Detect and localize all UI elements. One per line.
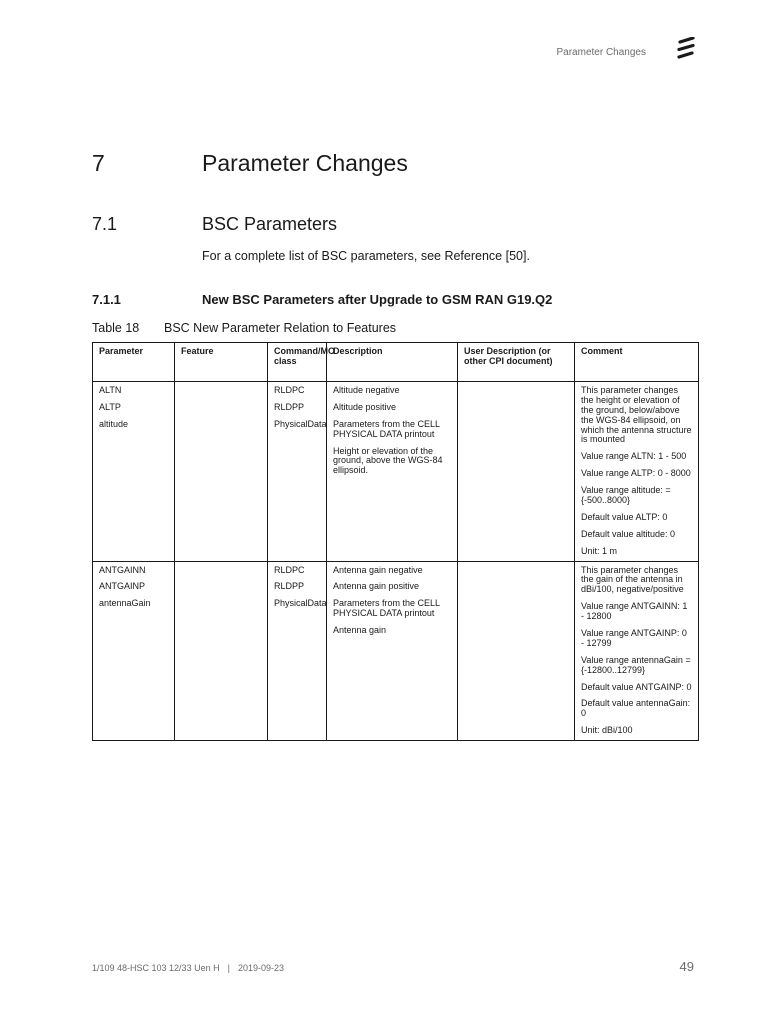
description-line: Parameters from the CELL PHYSICAL DATA printout: [333, 418, 440, 439]
comment-line: Value range ALTP: 0 - 8000: [581, 468, 691, 479]
cell-command: [268, 561, 327, 741]
comment-line: Default value altitude: 0: [581, 528, 676, 539]
command-name: RLDPP: [274, 581, 305, 592]
comment-line: Value range ANTGAINP: 0 - 12799: [581, 628, 687, 648]
description-line: Parameters from the CELL PHYSICAL DATA printout: [333, 598, 440, 619]
column-header-comment: Comment: [575, 343, 699, 382]
command-name: RLDPP: [274, 401, 305, 412]
column-header-user-description: User Description (or other CPI document): [458, 343, 575, 382]
subsection-heading: [92, 292, 692, 310]
running-header: Parameter Changes: [556, 47, 646, 58]
cell-description: [327, 561, 458, 741]
comment-line: Value range antennaGain = {-12800..12799}: [581, 654, 691, 675]
comment-line: This parameter changes the gain of the antenna in dBi/100, negative/positive: [581, 564, 684, 595]
table-row: [93, 382, 699, 562]
description-line: Height or elevation of the ground, above the WGS-84 ellipsoid.: [333, 445, 443, 476]
comment-line: Value range altitude: = {-500..8000}: [581, 485, 671, 506]
chapter-title: Parameter Changes: [202, 150, 408, 176]
chapter-heading: [92, 150, 692, 180]
column-header-feature: Feature: [175, 343, 268, 382]
description-line: Antenna gain positive: [333, 581, 420, 592]
column-header-parameter: Parameter: [93, 343, 175, 382]
cell-description: [327, 382, 458, 562]
footer-separator: |: [227, 963, 230, 973]
table-caption-number: Table 18: [92, 321, 140, 335]
command-name: PhysicalData: [274, 598, 327, 609]
footer-date: 2019-09-23: [237, 963, 284, 973]
cell-feature: [175, 382, 268, 562]
parameter-name: ANTGAINN: [99, 564, 146, 575]
subsection-number: 7.1.1: [92, 292, 121, 307]
description-line: Antenna gain negative: [333, 564, 423, 575]
parameter-name: ANTGAINP: [99, 581, 146, 592]
footer-doc-info: [92, 963, 284, 973]
subsection-title: New BSC Parameters after Upgrade to GSM RAN G19.Q2: [202, 292, 553, 307]
ericsson-logo-icon: [676, 37, 696, 61]
command-name: RLDPC: [274, 564, 305, 575]
footer-doc-number: 1/109 48-HSC 103 12/33 Uen H: [92, 963, 220, 973]
column-header-description: Description: [327, 343, 458, 382]
comment-line: Unit: 1 m: [581, 545, 618, 556]
comment-line: Default value antennaGain: 0: [581, 698, 691, 719]
cell-comment: [575, 382, 699, 562]
description-line: Altitude negative: [333, 385, 400, 395]
cell-parameter: [93, 382, 175, 562]
column-header-command: Command/MO class: [268, 343, 327, 382]
parameter-table: [92, 342, 699, 741]
comment-line: Value range ALTN: 1 - 500: [581, 451, 687, 462]
parameter-name: antennaGain: [99, 598, 151, 609]
parameter-name: ALTP: [99, 401, 121, 412]
comment-line: Default value ANTGAINP: 0: [581, 681, 692, 692]
intro-paragraph: For a complete list of BSC parameters, see Reference [50].: [202, 249, 530, 263]
cell-feature: [175, 561, 268, 741]
comment-line: Unit: dBi/100: [581, 725, 633, 736]
comment-line: Default value ALTP: 0: [581, 511, 668, 522]
cell-user-description: [458, 561, 575, 741]
section-title: BSC Parameters: [202, 214, 338, 234]
chapter-number: 7: [92, 150, 105, 176]
description-line: Altitude positive: [333, 401, 397, 412]
description-line: Antenna gain: [333, 625, 387, 636]
table-row: [93, 561, 699, 741]
cell-comment: [575, 561, 699, 741]
command-name: RLDPC: [274, 385, 305, 395]
table-caption-text: BSC New Parameter Relation to Features: [164, 321, 397, 335]
table-header-row: [93, 343, 699, 382]
cell-user-description: [458, 382, 575, 562]
parameter-name: altitude: [99, 418, 129, 429]
page-number: 49: [679, 959, 694, 974]
parameter-name: ALTN: [99, 385, 122, 395]
cell-parameter: [93, 561, 175, 741]
comment-line: This parameter changes the height or elevation of the ground, below/above the WGS-84 ellipsoid, on which the antenna structure is mounted: [581, 385, 692, 445]
section-heading: [92, 214, 692, 238]
comment-line: Value range ANTGAINN: 1 - 12800: [581, 601, 688, 622]
command-name: PhysicalData: [274, 418, 327, 429]
section-number: 7.1: [92, 214, 118, 234]
cell-command: [268, 382, 327, 562]
